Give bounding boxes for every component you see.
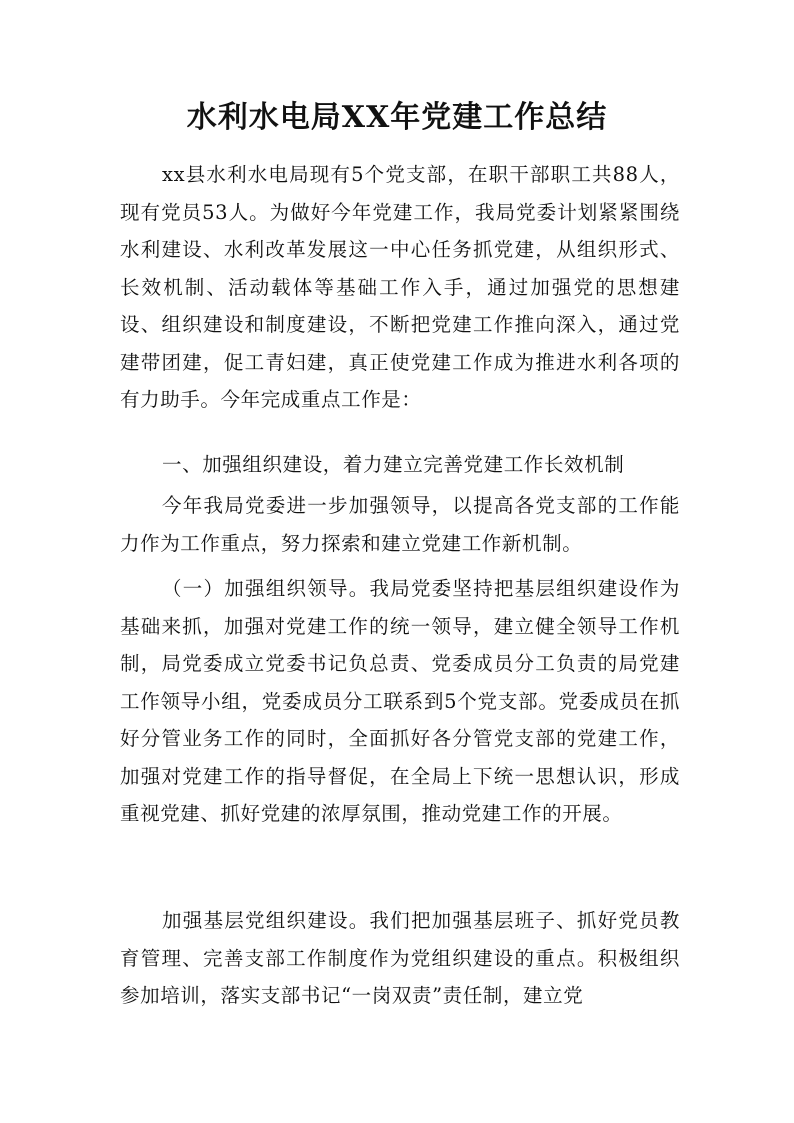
document-title: 水利水电局XX年党建工作总结: [186, 100, 608, 135]
paragraph-grassroots: 加强基层党组织建设。我们把加强基层班子、抓好党员教育管理、完善支部工作制度作为党组织建设的重点。积极组织参加培训，落实支部书记“一岗双责”责任制，建立党: [120, 909, 680, 1007]
paragraph-section-1-intro: 今年我局党委进一步加强领导，以提高各党支部的工作能力作为工作重点，努力探索和建立党建工作新机制。: [120, 494, 680, 555]
paragraph-subsection-1: （一）加强组织领导。我局党委坚持把基层组织建设作为基础来抓，加强对党建工作的统一领导，建立健全领导工作机制，局党委成立党委书记负总责、党委成员分工负责的局党建工作领导小组，党委成员分工联系到5个党支部。党委成员在抓好分管业务工作的同时，全面抓好各分管党支部的党建工作，加强对党建工作的指导督促，在全局上下统一思想认识，形成重视党建、抓好党建的浓厚氛围，推动党建工作的开展。: [120, 577, 680, 825]
section-heading-1: 一、加强组织建设，着力建立完善党建工作长效机制: [162, 453, 625, 476]
paragraph-intro: xx县水利水电局现有5个党支部，在职干部职工共88人，现有党员53人。为做好今年党建工作，我局党委计划紧紧围绕水利建设、水利改革发展这一中心任务抓党建，从组织形式、长效机制、活动载体等基础工作入手，通过加强党的思想建设、组织建设和制度建设，不断把党建工作推向深入，通过党建带团建，促工青妇建，真正使党建工作成为推进水利各项的有力助手。今年完成重点工作是：: [120, 163, 680, 411]
